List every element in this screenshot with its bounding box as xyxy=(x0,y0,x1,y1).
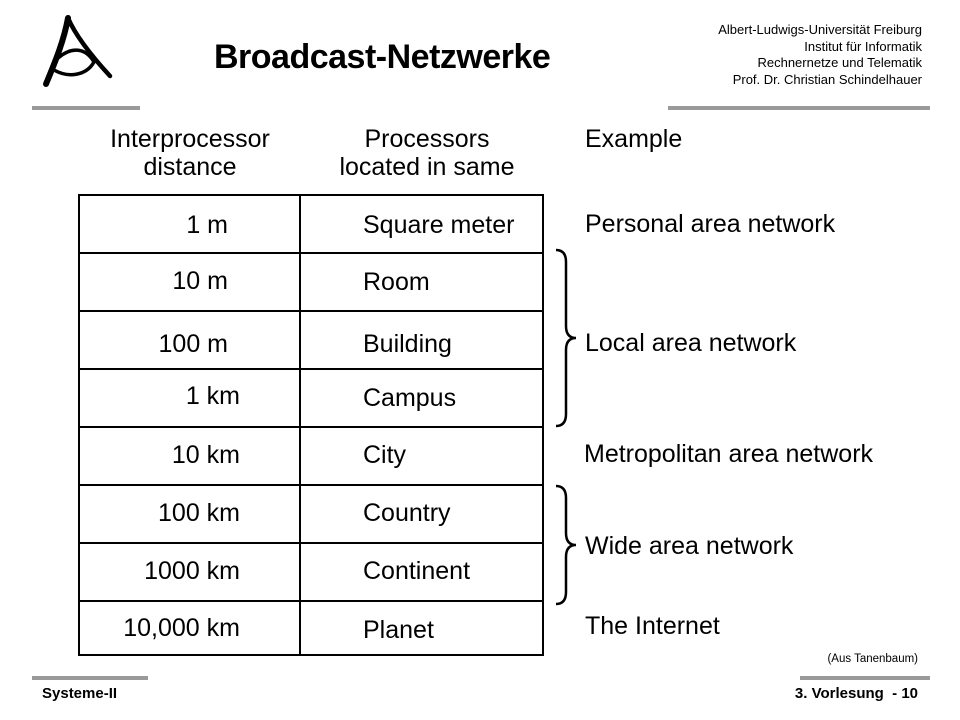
table-cell-location: Campus xyxy=(363,384,457,412)
table-cell-distance: 1 m xyxy=(186,211,228,239)
table-cell-distance: 1 km xyxy=(185,382,240,410)
table-cell-location: Building xyxy=(363,330,452,358)
table-cell-distance: 100 km xyxy=(158,499,240,527)
column-header-line: located in same xyxy=(339,153,515,181)
column-header-distance xyxy=(92,125,288,181)
table-row-divider xyxy=(80,310,542,312)
table-row-divider xyxy=(80,542,542,544)
institution-line: Institut für Informatik xyxy=(804,38,922,54)
institution-line: Prof. Dr. Christian Schindelhauer xyxy=(732,71,922,87)
institution-block xyxy=(718,22,922,88)
example-pan: Personal area network xyxy=(585,210,836,238)
brace-wan-icon xyxy=(554,484,580,606)
column-header-line: Interprocessor xyxy=(110,125,270,153)
table-cell-distance: 10,000 km xyxy=(123,614,240,642)
table-cell-location: City xyxy=(363,441,407,469)
table-cell-location: Continent xyxy=(363,557,471,585)
distance-table xyxy=(78,194,544,656)
source-note: (Aus Tanenbaum) xyxy=(827,653,918,665)
column-header-line: Processors xyxy=(364,125,490,153)
footer-rule-left xyxy=(32,676,148,680)
table-cell-distance: 10 km xyxy=(171,441,240,469)
table-row-divider xyxy=(80,368,542,370)
brace-lan-icon xyxy=(554,248,580,428)
page-title: Broadcast-Netzwerke xyxy=(214,38,551,76)
table-cell-distance: 10 m xyxy=(172,267,228,295)
example-internet: The Internet xyxy=(585,612,720,640)
institution-line: Rechnernetze und Telematik xyxy=(757,55,922,70)
footer-rule-right xyxy=(800,676,930,680)
example-wan: Wide area network xyxy=(585,532,794,560)
table-cell-distance: 100 m xyxy=(158,330,228,358)
table-cell-location: Planet xyxy=(363,616,434,644)
table-cell-location: Country xyxy=(363,499,451,527)
column-header-line: distance xyxy=(143,153,237,181)
header-rule-right xyxy=(668,106,930,110)
table-row-divider xyxy=(80,484,542,486)
institution-line: Albert-Ludwigs-Universität Freiburg xyxy=(718,22,922,37)
table-cell-distance: 1000 km xyxy=(144,557,240,585)
footer-lecture: 3. Vorlesung - 10 xyxy=(794,685,918,702)
header-rule-left xyxy=(32,106,140,110)
column-header-example: Example xyxy=(585,125,683,153)
example-lan: Local area network xyxy=(585,329,797,357)
university-logo-icon xyxy=(28,12,118,92)
table-row-divider xyxy=(80,600,542,602)
example-man: Metropolitan area network xyxy=(584,440,874,468)
table-cell-location: Room xyxy=(363,268,430,296)
table-column-divider xyxy=(299,196,301,654)
footer-course: Systeme-II xyxy=(42,685,118,702)
column-header-location xyxy=(322,125,532,181)
table-cell-location: Square meter xyxy=(363,211,515,239)
table-row-divider xyxy=(80,252,542,254)
table-row-divider xyxy=(80,426,542,428)
